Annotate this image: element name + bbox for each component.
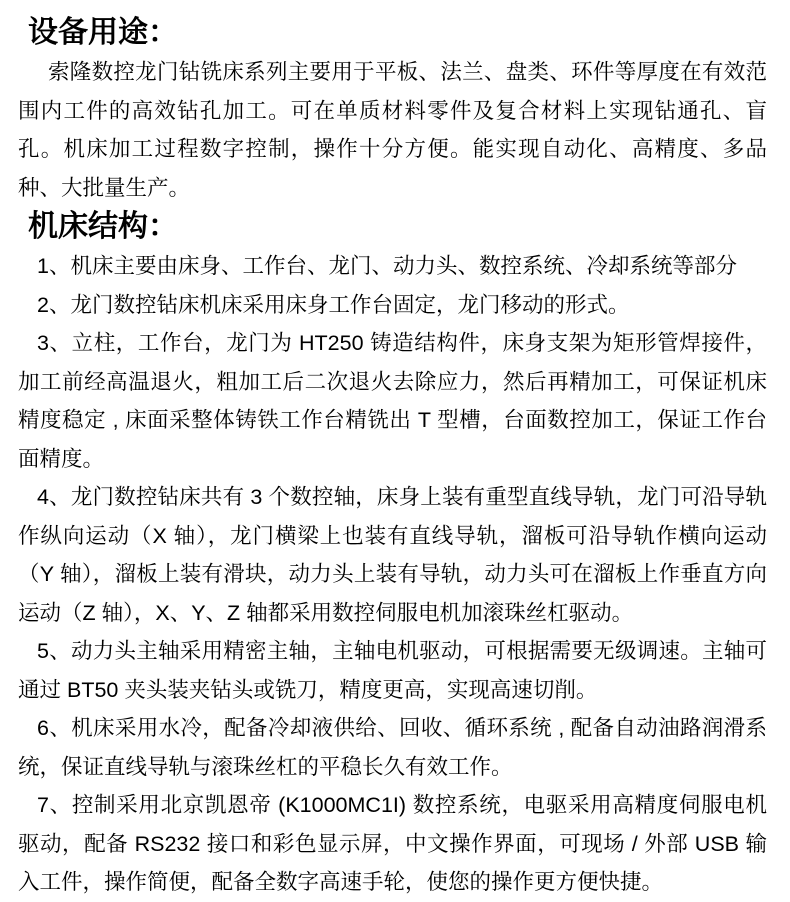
structure-item-1: 1、机床主要由床身、工作台、龙门、动力头、数控系统、冷却系统等部分 <box>37 254 737 278</box>
section-heading-equipment-purpose: 设备用途： <box>28 16 178 49</box>
structure-item-7: 7、控制采用北京凯恩帝 (K1000MC1I) 数控系统，电驱采用高精度伺服电机驱动，配备 RS232 接口和彩色显示屏，中文操作界面，可现场 / 外部 USB 输入工件，操作简便，配备全数字高速手轮，使您的操作更方便快捷。 <box>18 793 767 894</box>
structure-item-4: 4、龙门数控钻床共有 3 个数控轴，床身上装有重型直线导轨，龙门可沿导轨作纵向运动（X 轴），龙门横梁上也装有直线导轨，溜板可沿导轨作横向运动（Y 轴），溜板上装有滑块，动力头上装有导轨，动力头可在溜板上作垂直方向运动（Z 轴），X、Y、Z 轴都采用数控伺服电机加滚珠丝杠驱动。 <box>18 485 767 625</box>
equipment-purpose-paragraph: 索隆数控龙门钻铣床系列主要用于平板、法兰、盘类、环件等厚度在有效范围内工件的高效钻孔加工。可在单质材料零件及复合材料上实现钻通孔、盲孔。机床加工过程数字控制，操作十分方便。能实现自动化、高精度、多品种、大批量生产。 <box>18 60 767 200</box>
structure-item-5: 5、动力头主轴采用精密主轴，主轴电机驱动，可根据需要无级调速。主轴可通过 BT50 夹头装夹钻头或铣刀，精度更高，实现高速切削。 <box>18 639 767 702</box>
structure-item-3: 3、立柱，工作台，龙门为 HT250 铸造结构件，床身支架为矩形管焊接件，加工前经高温退火，粗加工后二次退火去除应力，然后再精加工，可保证机床精度稳定 , 床面采整体铸铁工作台精铣出 T 型槽，台面数控加工，保证工作台面精度。 <box>18 331 767 471</box>
structure-item-6: 6、机床采用水冷，配备冷却液供给、回收、循环系统 , 配备自动油路润滑系统，保证直线导轨与滚珠丝杠的平稳长久有效工作。 <box>18 716 767 779</box>
structure-item-2: 2、龙门数控钻床机床采用床身工作台固定，龙门移动的形式。 <box>37 292 630 317</box>
section-heading-machine-structure: 机床结构： <box>28 210 178 243</box>
